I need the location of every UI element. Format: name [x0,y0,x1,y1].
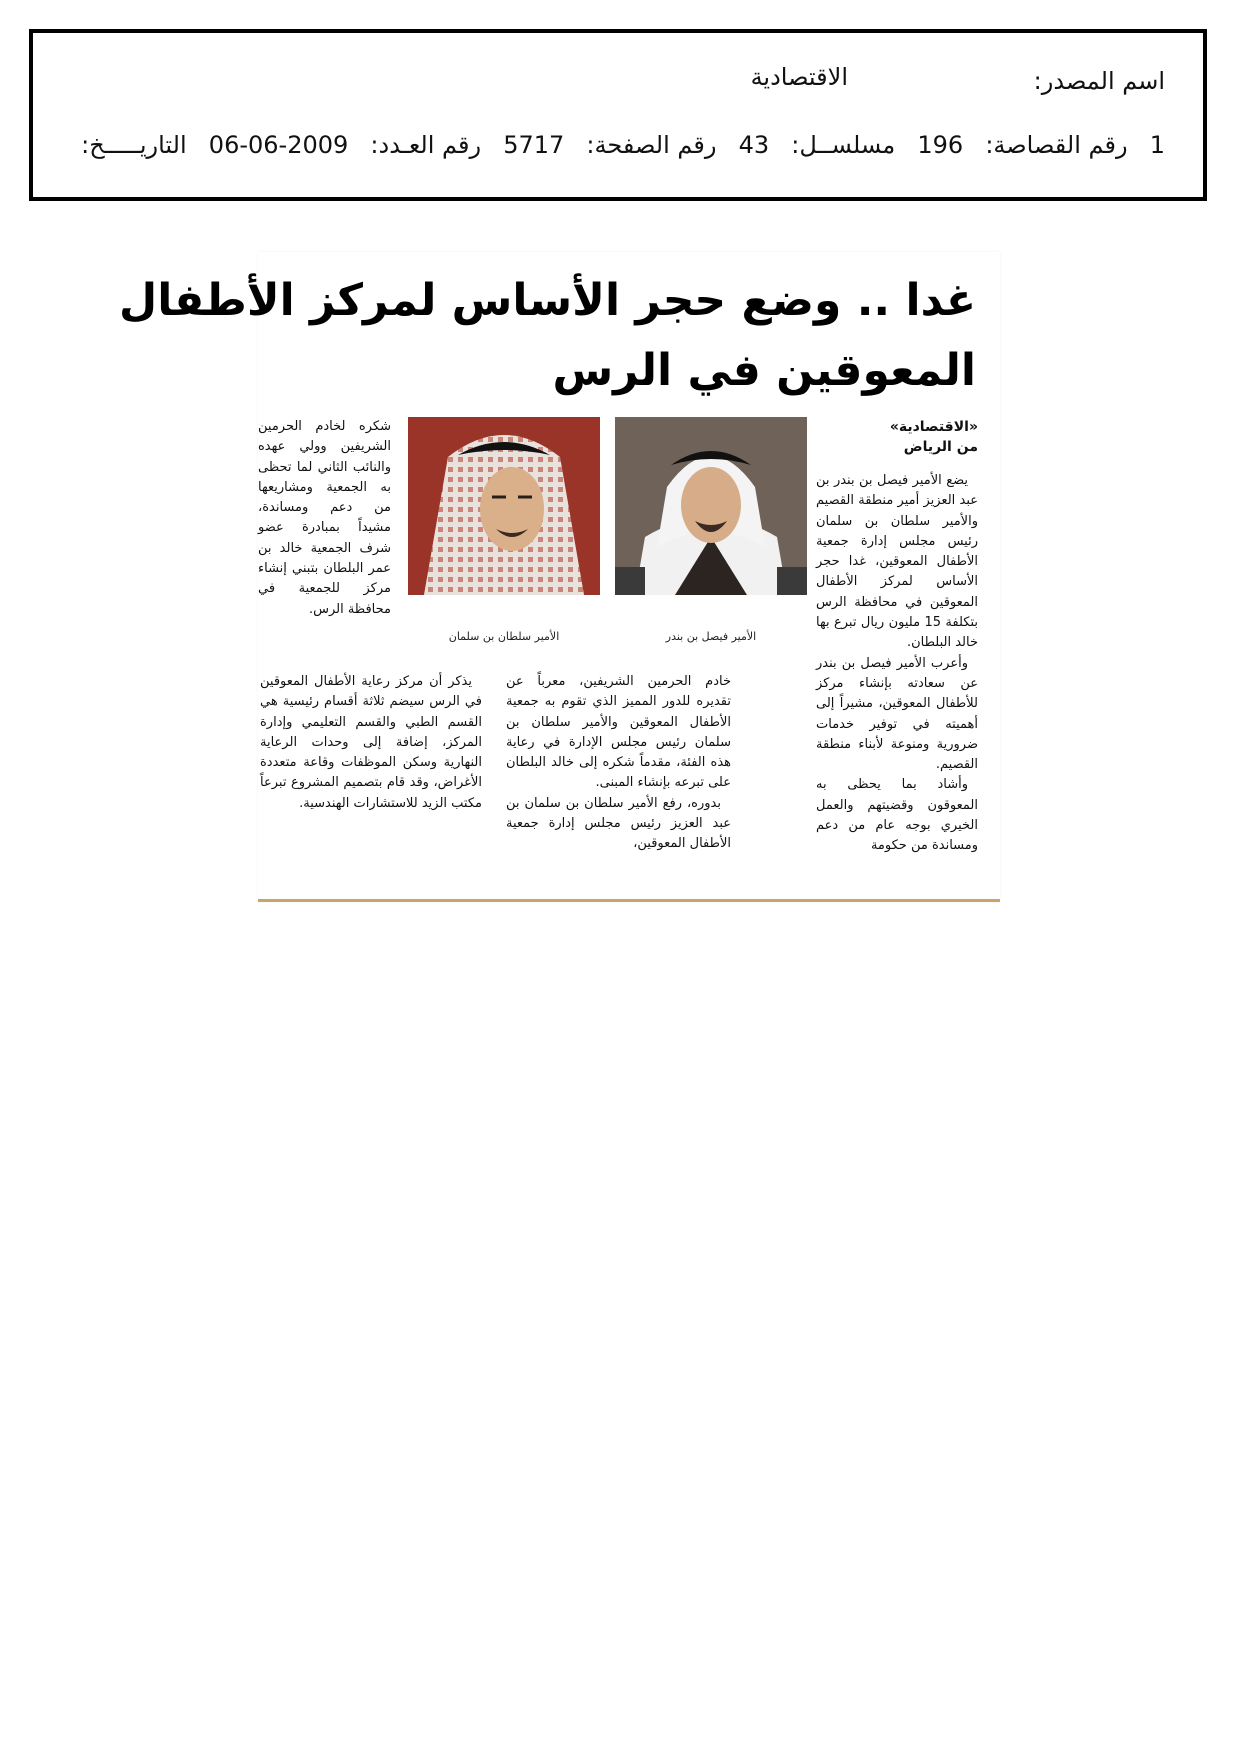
portrait-image [408,417,600,595]
byline-source: «الاقتصادية» [889,419,978,435]
issue-value: 5717 [503,131,565,159]
photo-caption: الأمير سلطان بن سلمان [448,630,560,643]
bottom-rule [258,899,1000,902]
article-column-left-top [258,417,391,620]
paragraph: شكره لخادم الحرمين الشريفين وولي عهده والنائب الثاني لما تحظى به الجمعية ومشاريعها من دعم ومساندة، مشيداً بمبادرة عضو شرف الجمعية خالد بن عمر البلطان بتبني إنشاء مركز للجمعية في محافظة الرس. [258,419,391,617]
date-value: 06-06-2009 [208,131,349,159]
byline-location: من الرياض [903,439,978,455]
paragraph: يذكر أن مركز رعاية الأطفال المعوقين في الرس سيضم ثلاثة أقسام رئيسية هي القسم الطبي والقسم التعليمي وإدارة المركز، إضافة إلى وحدات الرعاية النهارية وسكن الموظفات وقاعة متعددة الأغراض، وقد قام بتصميم المشروع تبرعاً مكتب الزيد للاستشارات الهندسية. [260,674,482,811]
paragraph: وأشاد بما يحظى به المعوقون وقضيتهم والعمل الخيري بوجه عام من دعم ومساندة من حكومة [816,777,978,854]
source-label: اسم المصدر: [1033,67,1165,95]
clip-label: رقم القصاصة: [985,131,1128,159]
article-column-right [816,417,978,857]
headline-line-2: المعوقين في الرس [552,345,976,396]
paragraph: خادم الحرمين الشريفين، معرباً عن تقديره للدور المميز الذي تقوم به جمعية الأطفال المعوقين والأمير سلطان بن سلمان رئيس مجلس الإدارة في رعاية هذه الفئة، مقدماً شكره إلى خالد البلطان على تبرعه بإنشاء المبنى. [506,674,731,791]
page-label: رقم الصفحة: [586,131,717,159]
serial-value: 196 [917,131,964,159]
serial-label: مسلســل: [791,131,896,159]
paragraph: بدوره، رفع الأمير سلطان بن سلمان بن عبد العزيز رئيس مجلس إدارة جمعية الأطفال المعوقين، [506,795,731,852]
clip-value: 1 [1149,131,1165,159]
article-column-left-bottom [260,672,482,814]
source-info-box [29,29,1207,201]
photo-prince-sultan [408,417,600,595]
page-value: 43 [738,131,770,159]
photo-prince-faisal [615,417,807,595]
portrait-image [615,417,807,595]
paragraph: يضع الأمير فيصل بن بندر بن عبد العزيز أمير منطقة القصيم والأمير سلطان بن سلمان رئيس مجلس إدارة جمعية الأطفال المعوقين، غدا حجر الأساس لمركز الأطفال المعوقين في محافظة الرس بتكلفة 15 مليون ريال تبرع بها خالد البلطان. [816,473,979,651]
article-column-middle [506,672,731,855]
newspaper-clipping [119,252,1000,902]
paragraph: وأعرب الأمير فيصل بن بندر عن سعادته بإنشاء مركز للأطفال المعوقين، مشيراً إلى أهميته في توفير خدمات ضرورية ومنوعة لأبناء منطقة القصيم. [816,655,978,773]
byline [816,417,978,457]
source-value: الاقتصادية [750,63,848,91]
date-label: التاريـــــخ: [81,131,187,159]
article-headline [119,266,976,406]
metadata-row [81,125,1165,165]
photo-caption: الأمير فيصل بن بندر [665,630,757,643]
headline-line-1: غدا .. وضع حجر الأساس لمركز الأطفال [119,275,976,326]
issue-label: رقم العـدد: [370,131,482,159]
